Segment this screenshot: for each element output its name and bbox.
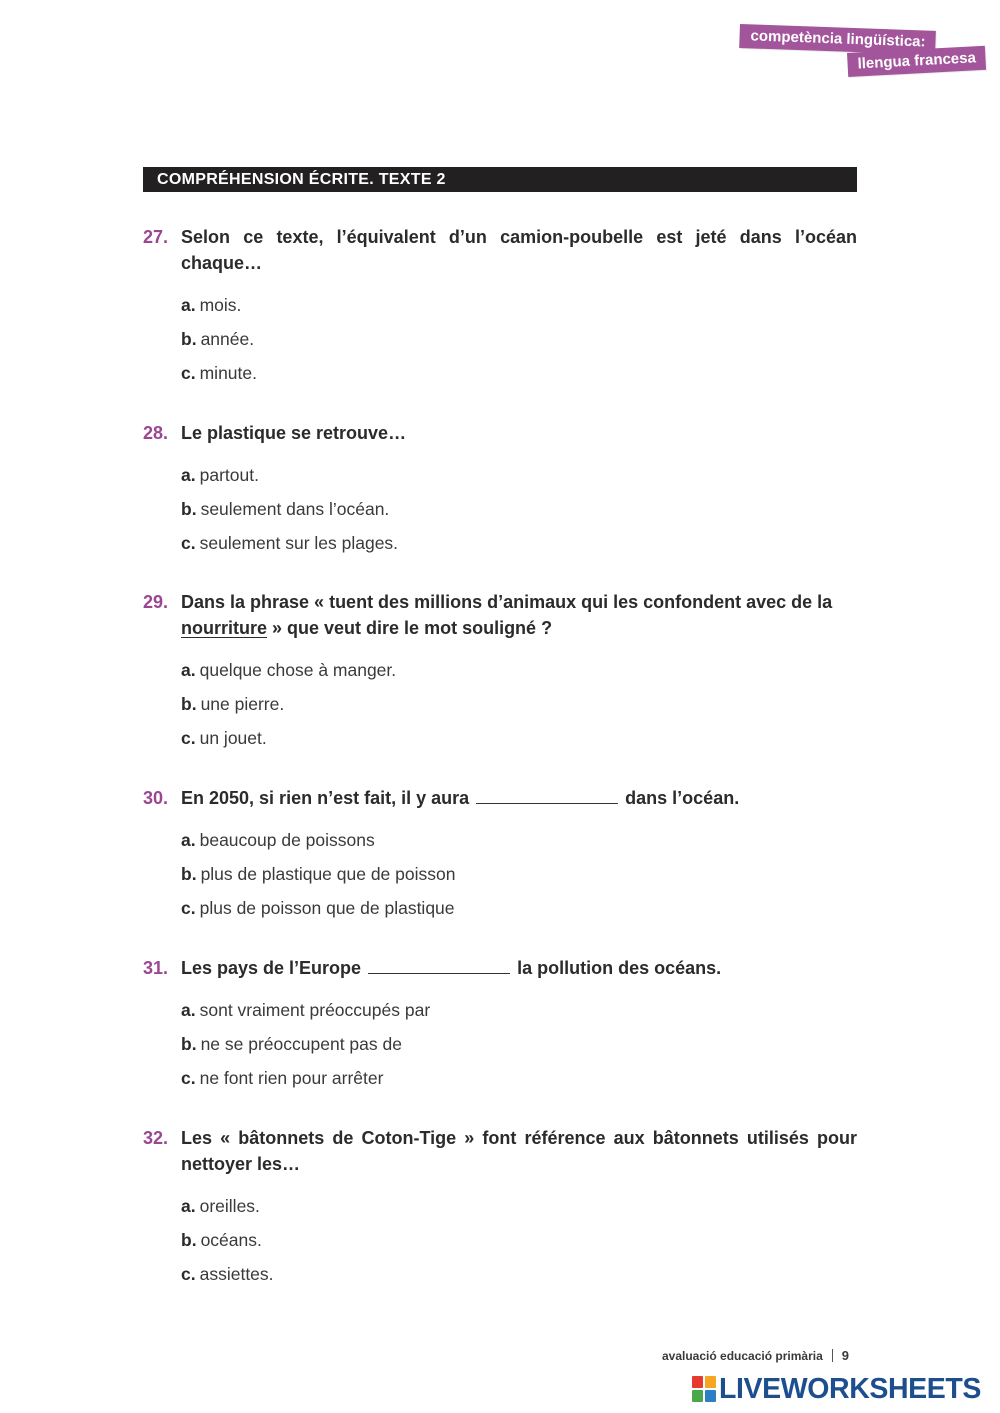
option-b[interactable]: b. une pierre.	[181, 694, 285, 714]
page-footer	[662, 1348, 849, 1363]
question-text-line2: nourriture » que veut dire le mot souligné ?	[181, 618, 553, 638]
question-29	[143, 589, 857, 755]
option-a[interactable]: a. sont vraiment préoccupés par	[181, 1000, 431, 1020]
question-number: 32.	[143, 1128, 169, 1148]
liveworksheets-watermark	[692, 1374, 981, 1404]
option-c[interactable]: c. minute.	[181, 363, 257, 383]
option-b[interactable]: b. plus de plastique que de poisson	[181, 864, 456, 884]
option-b[interactable]: b. océans.	[181, 1230, 262, 1250]
question-stem	[143, 785, 857, 811]
option-a[interactable]: a. quelque chose à manger.	[181, 660, 397, 680]
question-text: Selon ce texte, l’équivalent d’un camion-poubelle est jeté dans l’océan chaque…	[181, 227, 857, 273]
question-text-after: dans l’océan.	[625, 788, 740, 808]
question-stem	[143, 955, 857, 981]
question-30	[143, 785, 857, 925]
option-a[interactable]: a. beaucoup de poissons	[181, 830, 375, 850]
options-list	[143, 993, 857, 1095]
options-list	[143, 1189, 857, 1291]
liveworksheets-wordmark: LIVEWORKSHEETS	[719, 1373, 982, 1405]
option-a[interactable]: a. partout.	[181, 465, 259, 485]
option-c[interactable]: c. assiettes.	[181, 1264, 274, 1284]
section-title-bar: COMPRÉHENSION ÉCRITE. TEXTE 2	[143, 167, 857, 192]
question-text-before: En 2050, si rien n’est fait, il y aura	[181, 788, 470, 808]
question-number: 28.	[143, 423, 169, 443]
question-number: 30.	[143, 788, 169, 808]
question-28	[143, 420, 857, 560]
footer-divider	[832, 1349, 833, 1362]
option-b[interactable]: b. ne se préoccupent pas de	[181, 1034, 402, 1054]
options-list	[143, 823, 857, 925]
question-text-before: Les pays de l’Europe	[181, 958, 362, 978]
option-b[interactable]: b. année.	[181, 329, 255, 349]
subject-tag-line2: llengua francesa	[847, 46, 986, 77]
question-number: 27.	[143, 227, 169, 247]
fill-in-blank	[476, 787, 618, 804]
question-31	[143, 955, 857, 1095]
question-number: 29.	[143, 592, 169, 612]
option-a[interactable]: a. mois.	[181, 295, 242, 315]
option-a[interactable]: a. oreilles.	[181, 1196, 260, 1216]
question-text: Les « bâtonnets de Coton-Tige » font référence aux bâtonnets utilisés pour nettoyer les…	[181, 1128, 857, 1174]
question-number: 31.	[143, 958, 169, 978]
question-stem	[143, 1125, 857, 1177]
question-stem	[143, 224, 857, 276]
options-list	[143, 288, 857, 390]
fill-in-blank	[368, 957, 510, 974]
option-c[interactable]: c. plus de poisson que de plastique	[181, 898, 455, 918]
options-list	[143, 458, 857, 560]
liveworksheets-logo-icon	[692, 1376, 716, 1402]
options-list	[143, 653, 857, 755]
subject-tag-line1: competència lingüística:	[739, 24, 936, 55]
footer-text: avaluació educació primària	[662, 1349, 823, 1363]
question-stem	[143, 420, 857, 446]
page-number: 9	[841, 1348, 849, 1363]
question-32	[143, 1125, 857, 1291]
option-b[interactable]: b. seulement dans l’océan.	[181, 499, 390, 519]
question-27	[143, 224, 857, 390]
question-stem	[143, 589, 857, 641]
underlined-word: nourriture	[181, 618, 268, 638]
option-c[interactable]: c. seulement sur les plages.	[181, 533, 399, 553]
option-c[interactable]: c. ne font rien pour arrêter	[181, 1068, 384, 1088]
question-text-after: la pollution des océans.	[517, 958, 722, 978]
question-text: Le plastique se retrouve…	[181, 423, 407, 443]
option-c[interactable]: c. un jouet.	[181, 728, 267, 748]
question-text-line1: Dans la phrase « tuent des millions d’animaux qui les confondent avec de la	[181, 592, 833, 612]
